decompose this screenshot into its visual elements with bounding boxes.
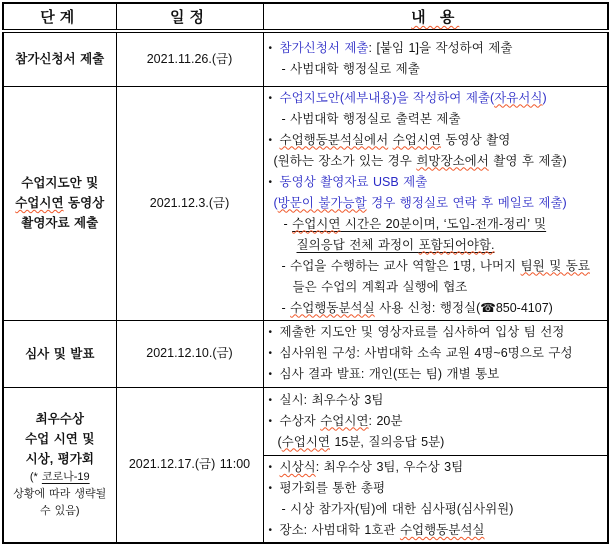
text-segment: 동영상 촬영 — [440, 132, 511, 147]
text-segment: 포함되어야함. — [418, 237, 495, 252]
bullet-line — [264, 364, 606, 385]
text-segment: 상황에 따라 생략될 — [13, 488, 107, 501]
text-segment: : 20분 — [368, 413, 403, 428]
schedule-cell — [116, 320, 263, 387]
text-segment: 최우수상 — [35, 412, 84, 427]
bullet-icon: • — [268, 327, 273, 338]
text-line — [264, 256, 606, 277]
text-segment: ( — [273, 195, 278, 210]
bullet-icon: • — [268, 43, 273, 55]
bullet-icon: • — [268, 348, 273, 359]
bullet-icon: • — [268, 176, 273, 188]
text-line — [264, 59, 606, 80]
text-segment: 수업시연 — [292, 216, 341, 231]
text-segment: 장소: 사범대학 1호관 — [279, 522, 400, 537]
text-line — [264, 432, 606, 453]
schedule-cell — [116, 387, 263, 543]
text-segment: 제출한 지도안 및 영상자료를 심사하여 입상 팀 선정 — [279, 325, 565, 339]
text-segment: 사용 신청: 행정실(☎850-4107) — [374, 300, 553, 315]
bullet-line — [264, 88, 606, 109]
bullet-icon: • — [268, 92, 273, 104]
text-line — [264, 109, 606, 130]
table-row — [3, 86, 608, 320]
schedule-date: 2021.12.17.(금) 11:00 — [128, 457, 251, 472]
stage-line — [4, 193, 116, 213]
bullet-icon: • — [268, 415, 273, 427]
text-segment: 시간은 20분이며, ‘도입-전개-정리’ 및 — [340, 216, 547, 231]
stage-cell — [3, 387, 116, 543]
header-schedule — [116, 3, 263, 31]
stage-line — [4, 344, 116, 364]
text-segment: ( — [277, 434, 282, 449]
text-segment: - 사범대학 행정실로 제출 — [281, 62, 420, 77]
stage-line — [4, 449, 116, 469]
text-segment: ) — [542, 90, 547, 105]
stage-line — [4, 409, 116, 429]
text-segment: 코로나-19 — [41, 471, 90, 484]
text-segment: 수업 시연 및 — [25, 432, 95, 447]
text-line — [264, 193, 606, 214]
text-line — [264, 235, 606, 256]
stage-line — [4, 503, 116, 520]
schedule-date: 2021.12.3.(금) — [149, 195, 230, 210]
text-segment: : [붙임 1]을 작성하여 제출 — [368, 41, 513, 56]
text-line — [264, 499, 606, 520]
bullet-line — [264, 411, 606, 432]
text-segment: 방문이 불가능할 — [277, 195, 367, 210]
content-cell — [263, 387, 608, 455]
bullet-line — [264, 130, 606, 151]
table-body — [3, 31, 608, 543]
text-segment: (* — [29, 471, 42, 484]
header-schedule-label: 일정 — [170, 9, 209, 26]
content-cell — [263, 455, 608, 543]
text-segment: 촬영자료 제출 — [21, 216, 99, 230]
text-segment: 수업행동분석실에서 — [279, 132, 389, 147]
text-segment: 실시: 최우수상 3팀 — [279, 392, 384, 407]
schedule-cell — [116, 86, 263, 320]
text-segment: - — [283, 216, 293, 231]
text-segment: 희망장소에서 — [416, 153, 489, 168]
text-segment: 수상자 — [279, 413, 321, 428]
bullet-line — [264, 390, 606, 411]
stage-line — [4, 469, 116, 486]
bullet-line — [264, 457, 606, 478]
header-stage-label: 단계 — [40, 9, 80, 26]
text-segment: 수업시연 — [281, 434, 330, 449]
text-segment: 시상식 — [279, 459, 316, 474]
stage-line — [4, 49, 116, 69]
text-segment: 참가신청서 제출 — [279, 41, 369, 56]
text-segment: 15분, 질의응답 5분) — [329, 434, 445, 449]
bullet-line — [264, 520, 606, 541]
schedule-table — [2, 2, 609, 544]
content-cell — [263, 31, 608, 86]
text-line — [264, 151, 606, 172]
table-row — [3, 387, 608, 455]
text-segment: - 수업을 수행하는 교사 역할은 1명, 나머지 — [281, 258, 521, 273]
bullet-line — [264, 343, 606, 364]
text-segment: 수업행동분석실 — [290, 300, 375, 315]
text-segment: 수업지도안 및 — [21, 176, 99, 190]
text-segment: 경우 행정실로 연락 후 메일로 제출) — [366, 195, 567, 210]
header-content-label: 내 용 — [411, 9, 460, 26]
stage-cell — [3, 320, 116, 387]
header-stage — [3, 3, 116, 31]
stage-cell — [3, 86, 116, 320]
schedule-cell — [116, 31, 263, 86]
text-segment — [292, 217, 340, 231]
text-segment — [419, 238, 495, 252]
text-segment: 참가신청서 제출 — [15, 52, 105, 67]
content-cell — [263, 86, 608, 320]
schedule-date: 2021.11.26.(금) — [146, 51, 233, 66]
stage-line — [4, 213, 116, 233]
table-row — [3, 31, 608, 86]
header-content — [263, 3, 608, 31]
text-segment: - 사범대학 행정실로 출력본 제출 — [281, 111, 461, 126]
stage-cell — [3, 31, 116, 86]
text-segment: - 시상 참가자(팀)에 대한 심사평(심사위원) — [281, 501, 514, 516]
bullet-line — [264, 38, 606, 59]
stage-line — [4, 429, 116, 449]
text-line — [264, 298, 606, 319]
bullet-icon: • — [268, 482, 273, 494]
text-segment: 자유서식 — [494, 90, 543, 105]
text-segment: 수업행동분석실 — [399, 522, 485, 537]
text-segment: 수업시연 — [392, 132, 441, 147]
text-segment: 촬영 후 제출) — [488, 153, 567, 168]
text-segment: 질의응답 전체 과정이 — [296, 237, 419, 252]
bullet-icon: • — [268, 524, 273, 536]
text-segment: 들은 수업의 계획과 실행에 협조 — [292, 279, 468, 294]
text-segment: 심사위원 구성: 사범대학 소속 교원 4명~6명으로 구성 — [279, 346, 573, 360]
content-cell — [263, 320, 608, 387]
header-row — [3, 3, 608, 31]
text-segment: 수업지도안(세부내용)을 작성하여 제출( — [279, 90, 495, 105]
text-segment: 수 있음) — [39, 505, 80, 518]
bullet-line — [264, 172, 606, 193]
schedule-date: 2021.12.10.(금) — [146, 346, 233, 360]
bullet-line — [264, 478, 606, 499]
text-line — [264, 277, 606, 298]
bullet-icon: • — [268, 369, 273, 380]
text-segment: 팀원 및 동료 — [520, 258, 590, 273]
text-segment: 심사 결과 발표: 개인(또는 팀) 개별 통보 — [279, 367, 500, 381]
stage-line — [4, 173, 116, 193]
text-segment: (원하는 장소가 있는 경우 — [273, 153, 417, 168]
bullet-icon: • — [268, 394, 273, 406]
text-line — [264, 214, 606, 235]
text-segment: 동영상 — [63, 196, 105, 210]
text-segment: - — [281, 300, 291, 315]
bullet-line — [264, 322, 606, 343]
table-row — [3, 320, 608, 387]
text-segment: 평가회를 통한 총평 — [279, 480, 386, 495]
stage-line — [4, 486, 116, 503]
text-segment: 수업시연 — [15, 196, 64, 210]
text-segment: 시상, 평가회 — [25, 452, 94, 467]
bullet-icon: • — [268, 134, 273, 146]
text-segment: : 최우수상 3팀, 우수상 3팀 — [315, 459, 464, 474]
text-segment: 심사 및 발표 — [25, 346, 95, 361]
bullet-icon: • — [268, 461, 273, 473]
text-segment: 수업시연 — [320, 413, 369, 428]
text-segment: 동영상 촬영자료 USB 제출 — [279, 174, 428, 189]
